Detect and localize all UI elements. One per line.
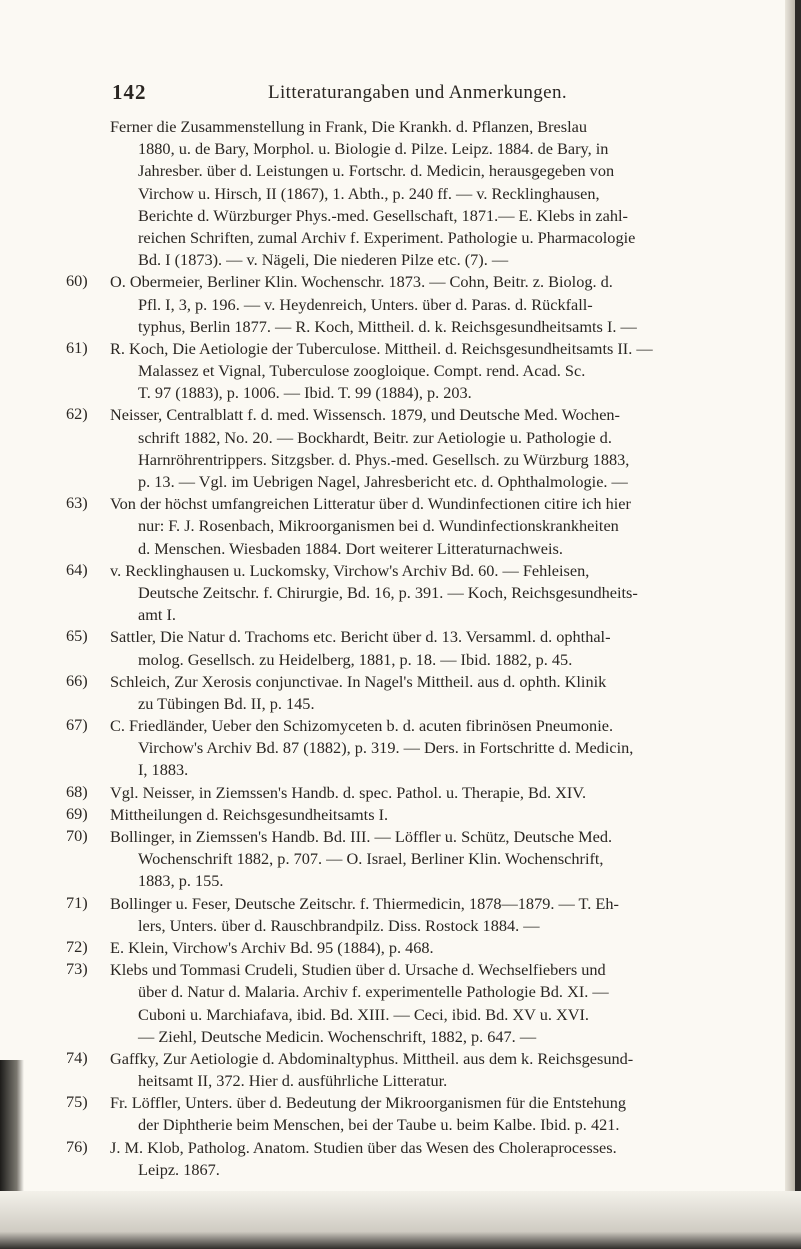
reference-number: 64) [66,559,88,579]
reference-number: 75) [66,1092,88,1112]
reference-line: Von der höchst umfangreichen Litteratur über d. Wundinfectionen citire ich hier [110,494,631,514]
reference-line: Mittheilungen d. Reichsgesundheitsamts I. [110,804,389,824]
reference-line: nur: F. J. Rosenbach, Mikroorganismen bei d. Wundinfectionskrankheiten [138,516,619,536]
reference-text [110,1092,756,1136]
reference-entry [66,893,756,937]
reference-line: amt I. [138,605,176,625]
reference-text [110,959,756,1048]
reference-number: 60) [66,271,88,291]
reference-number: 67) [66,715,88,735]
reference-number: 71) [66,892,88,912]
reference-line: Wochenschrift 1882, p. 707. — O. Israel, Berliner Klin. Wochenschrift, [138,849,604,869]
reference-number: 66) [66,670,88,690]
reference-text [110,893,756,937]
reference-list [66,116,756,1181]
reference-line: Ferner die Zusammenstellung in Frank, Die Krankh. d. Pflanzen, Breslau [110,117,588,136]
reference-entry [66,404,756,493]
reference-line: Virchow u. Hirsch, II (1867), 1. Abth., p. 240 ff. — v. Recklinghausen, [138,183,600,203]
reference-text [110,826,756,893]
reference-entry [66,804,756,826]
reference-text [110,626,756,670]
reference-line: über d. Natur d. Malaria. Archiv f. experimentelle Pathologie Bd. XI. — [138,982,609,1002]
reference-line: Pfl. I, 3, p. 196. — v. Heydenreich, Unters. über d. Paras. d. Rückfall- [138,294,593,314]
reference-line: Malassez et Vignal, Tuberculose zoogloique. Compt. rend. Acad. Sc. [138,361,586,381]
reference-number: 62) [66,404,88,424]
reference-entry [66,560,756,627]
running-head: Litteraturangaben und Anmerkungen. [268,82,568,103]
reference-line: lers, Unters. über d. Rauschbrandpilz. Diss. Rostock 1884. — [138,915,540,935]
reference-line: Jahresber. über d. Leistungen u. Fortschr. d. Medicin, herausgegeben von [138,161,615,181]
reference-line: O. Obermeier, Berliner Klin. Wochenschr. 1873. — Cohn, Beitr. z. Biolog. d. [110,272,613,292]
reference-line: zu Tübingen Bd. II, p. 145. [138,693,315,713]
reference-line: — Ziehl, Deutsche Medicin. Wochenschrift, 1882, p. 647. — [138,1026,537,1046]
reference-line: Leipz. 1867. [138,1159,220,1179]
reference-line: Cuboni u. Marchiafava, ibid. Bd. XIII. — Ceci, ibid. Bd. XV u. XVI. [138,1004,589,1024]
reference-text [110,1048,756,1092]
reference-number: 72) [66,936,88,956]
reference-line: Schleich, Zur Xerosis conjunctivae. In Nagel's Mittheil. aus d. ophth. Klinik [110,671,607,691]
reference-number: 68) [66,781,88,801]
reference-text [110,116,756,271]
reference-line: Neisser, Centralblatt f. d. med. Wissensch. 1879, und Deutsche Med. Wochen- [110,405,620,425]
reference-line: R. Koch, Die Aetiologie der Tuberculose. Mittheil. d. Reichsgesundheitsamts II. — [110,338,653,358]
reference-number: 65) [66,626,88,646]
reference-entry [66,493,756,560]
reference-line: Klebs und Tommasi Crudeli, Studien über d. Ursache d. Wechselfiebers und [110,960,606,980]
page-bottom-shadow [0,1191,801,1249]
reference-line: schrift 1882, No. 20. — Bockhardt, Beitr. zur Aetiologie u. Pathologie d. [138,427,612,447]
reference-line: molog. Gesellsch. zu Heidelberg, 1881, p. 18. — Ibid. 1882, p. 45. [138,649,573,669]
reference-text [110,715,756,782]
reference-entry [66,671,756,715]
reference-entry [66,626,756,670]
reference-line: Deutsche Zeitschr. f. Chirurgie, Bd. 16, p. 391. — Koch, Reichsgesundheits- [138,582,638,602]
reference-line: Vgl. Neisser, in Ziemssen's Handb. d. spec. Pathol. u. Therapie, Bd. XIV. [110,782,587,802]
reference-text [110,560,756,627]
reference-text [110,338,756,405]
page-header [112,80,752,108]
reference-entry [66,959,756,1048]
reference-line: Sattler, Die Natur d. Trachoms etc. Bericht über d. 13. Versamml. d. ophthal- [110,627,611,647]
reference-line: E. Klein, Virchow's Archiv Bd. 95 (1884), p. 468. [110,937,434,957]
page-edge-dark [795,0,801,1249]
reference-entry [66,715,756,782]
reference-line: T. 97 (1883), p. 1006. — Ibid. T. 99 (1884), p. 203. [138,383,472,403]
reference-number: 69) [66,803,88,823]
reference-number: 73) [66,959,88,979]
reference-line: reichen Schriften, zumal Archiv f. Experiment. Pathologie u. Pharmacologie [138,227,636,247]
reference-number: 63) [66,493,88,513]
reference-line: v. Recklinghausen u. Luckomsky, Virchow's Archiv Bd. 60. — Fehleisen, [110,560,590,580]
reference-line: Gaffky, Zur Aetiologie d. Abdominaltyphus. Mittheil. aus dem k. Reichsgesund- [110,1048,634,1068]
reference-line: 1880, u. de Bary, Morphol. u. Biologie d. Pilze. Leipz. 1884. de Bary, in [138,139,609,159]
reference-text [110,937,756,959]
reference-number: 70) [66,826,88,845]
reference-number: 76) [66,1136,88,1156]
reference-line: der Diphtherie beim Menschen, bei der Taube u. beim Kalbe. Ibid. p. 421. [138,1115,620,1135]
reference-line: Berichte d. Würzburger Phys.-med. Gesellschaft, 1871.— E. Klebs in zahl- [138,205,628,225]
reference-entry [66,271,756,338]
reference-line: I, 1883. [138,760,189,780]
reference-text [110,271,756,338]
reference-entry [66,116,756,271]
reference-text [110,404,756,493]
reference-line: typhus, Berlin 1877. — R. Koch, Mittheil. d. k. Reichsgesundheitsamts I. — [138,316,637,336]
reference-number: 61) [66,337,88,357]
reference-line: heitsamt II, 372. Hier d. ausführliche Litteratur. [138,1071,448,1091]
reference-entry [66,826,756,893]
reference-text [110,782,756,804]
reference-entry [66,1137,756,1181]
page-number: 142 [112,80,147,104]
reference-line: d. Menschen. Wiesbaden 1884. Dort weiterer Litteraturnachweis. [138,538,563,558]
reference-line: J. M. Klob, Patholog. Anatom. Studien über das Wesen des Choleraprocesses. [110,1137,617,1157]
reference-line: Virchow's Archiv Bd. 87 (1882), p. 319. — Ders. in Fortschritte d. Medicin, [138,738,634,758]
reference-entry [66,782,756,804]
reference-entry [66,1048,756,1092]
reference-number: 74) [66,1047,88,1067]
reference-line: Bollinger, in Ziemssen's Handb. Bd. III. — Löffler u. Schütz, Deutsche Med. [110,827,613,846]
reference-line: 1883, p. 155. [138,871,224,891]
reference-text [110,1137,756,1181]
reference-text [110,493,756,560]
reference-line: Harnröhrentrippers. Sitzgsber. d. Phys.-med. Gesellsch. zu Würzburg 1883, [138,449,630,469]
reference-text [110,804,756,826]
reference-line: p. 13. — Vgl. im Uebrigen Nagel, Jahresbericht etc. d. Ophthalmologie. — [138,472,628,491]
reference-line: Bollinger u. Feser, Deutsche Zeitschr. f. Thiermedicin, 1878—1879. — T. Eh- [110,893,619,913]
reference-entry [66,937,756,959]
reference-line: Fr. Löffler, Unters. über d. Bedeutung der Mikroorganismen für die Entstehung [110,1093,627,1113]
reference-line: C. Friedländer, Ueber den Schizomyceten b. d. acuten fibrinösen Pneumonie. [110,716,614,736]
reference-entry [66,338,756,405]
reference-line: Bd. I (1873). — v. Nägeli, Die niederen Pilze etc. (7). — [138,250,509,270]
reference-entry [66,1092,756,1136]
reference-text [110,671,756,715]
